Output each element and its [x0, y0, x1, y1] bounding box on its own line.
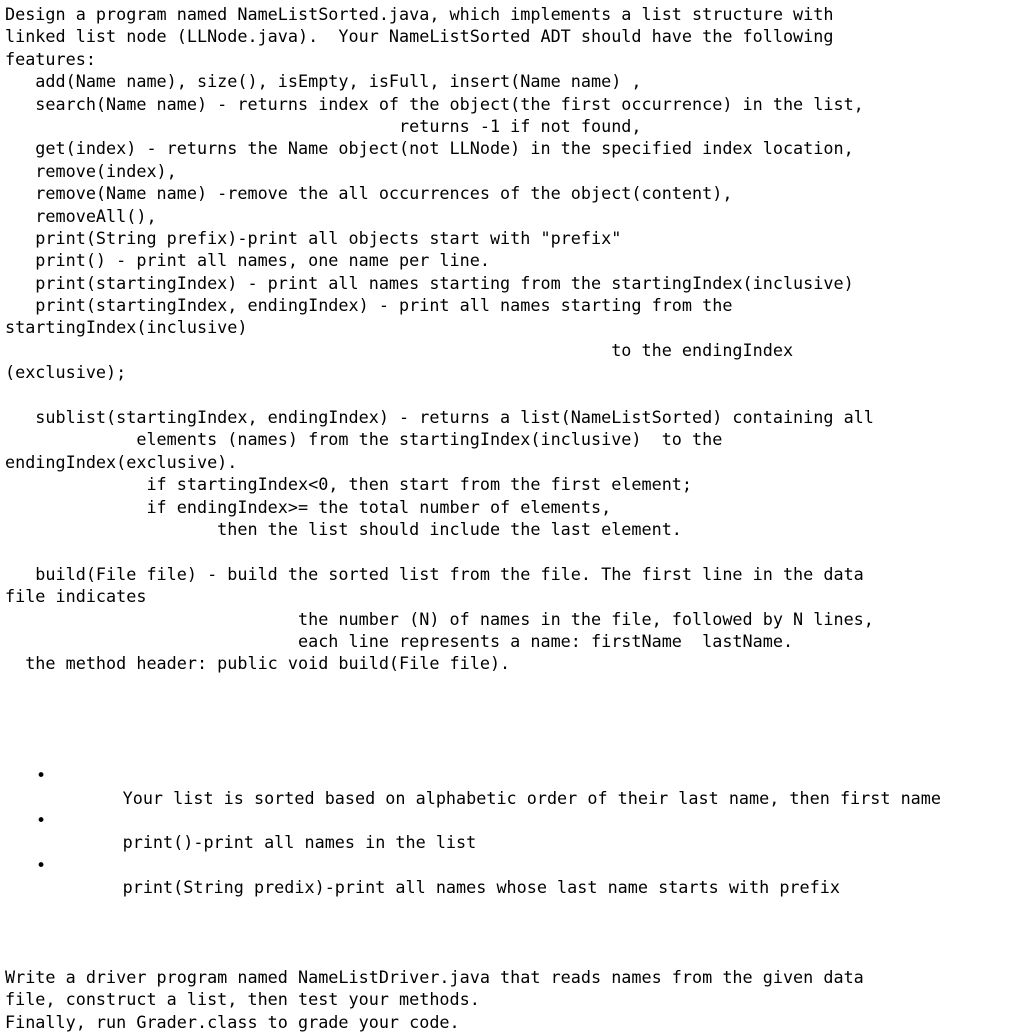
- feature-line: search(Name name) - returns index of the object(the first occurrence) in the list,: [5, 93, 864, 114]
- sublist-line: then the list should include the last element.: [5, 518, 682, 539]
- build-line: build(File file) - build the sorted list from the file. The first line in the data: [5, 563, 864, 584]
- assignment-document: [5, 3, 1010, 1033]
- spacer: [5, 697, 1010, 719]
- spacer: [5, 720, 1010, 742]
- bullet-list: [5, 764, 1010, 898]
- spacer: [5, 742, 1010, 764]
- closing-paragraph: [5, 966, 1010, 1033]
- bullet-item: [5, 854, 1010, 898]
- bullet-icon: •: [36, 765, 47, 786]
- features-list: [5, 70, 1010, 383]
- feature-line: print(startingIndex) - print all names starting from the startingIndex(inclusive): [5, 272, 854, 293]
- feature-line: print(startingIndex, endingIndex) - print all names starting from the: [5, 295, 733, 316]
- text-line: Finally, run Grader.class to grade your code.: [5, 1011, 460, 1032]
- build-line: the number (N) of names in the file, followed by N lines,: [5, 608, 874, 629]
- sublist-line: if endingIndex>= the total number of elements,: [5, 496, 612, 517]
- sublist-line: elements (names) from the startingIndex(inclusive) to the: [5, 429, 723, 450]
- text-line: linked list node (LLNode.java). Your NameListSorted ADT should have the following: [5, 26, 834, 47]
- feature-line: to the endingIndex: [5, 339, 794, 360]
- sublist-description: [5, 406, 1010, 540]
- feature-line: add(Name name), size(), isEmpty, isFull, insert(Name name) ,: [5, 71, 642, 92]
- text-line: Write a driver program named NameListDriver.java that reads names from the given data: [5, 966, 864, 987]
- build-line: file indicates: [5, 586, 147, 607]
- spacer: [5, 921, 1010, 943]
- intro-paragraph: [5, 3, 1010, 70]
- text-line: Design a program named NameListSorted.java, which implements a list structure with: [5, 4, 834, 24]
- feature-line: remove(Name name) -remove the all occurrences of the object(content),: [5, 183, 733, 204]
- feature-line: print(String prefix)-print all objects start with "prefix": [5, 227, 622, 248]
- sublist-line: if startingIndex<0, then start from the first element;: [5, 474, 693, 495]
- feature-line: remove(index),: [5, 160, 177, 181]
- sublist-line: endingIndex(exclusive).: [5, 451, 238, 472]
- feature-line: returns -1 if not found,: [5, 115, 642, 136]
- build-description: [5, 563, 1010, 675]
- feature-line: startingIndex(inclusive): [5, 317, 248, 338]
- bullet-text: print()-print all names in the list: [122, 832, 477, 853]
- sublist-line: sublist(startingIndex, endingIndex) - returns a list(NameListSorted) containing all: [5, 407, 874, 428]
- bullet-icon: •: [36, 810, 47, 831]
- feature-line: get(index) - returns the Name object(not LLNode) in the specified index location,: [5, 138, 854, 159]
- build-line: the method header: public void build(File file).: [5, 653, 511, 674]
- text-line: features:: [5, 48, 96, 69]
- bullet-item: [5, 809, 1010, 853]
- feature-line: removeAll(),: [5, 205, 157, 226]
- spacer: [5, 943, 1010, 965]
- spacer: [5, 899, 1010, 921]
- text-line: file, construct a list, then test your methods.: [5, 989, 480, 1010]
- bullet-icon: •: [36, 854, 47, 875]
- bullet-text: Your list is sorted based on alphabetic order of their last name, then first name: [122, 787, 941, 808]
- feature-line: (exclusive);: [5, 362, 127, 383]
- bullet-item: [5, 764, 1010, 808]
- spacer: [5, 540, 1010, 562]
- bullet-text: print(String predix)-print all names whose last name starts with prefix: [122, 877, 840, 898]
- feature-line: print() - print all names, one name per line.: [5, 250, 490, 271]
- spacer: [5, 384, 1010, 406]
- spacer: [5, 675, 1010, 697]
- build-line: each line represents a name: firstName lastName.: [5, 630, 794, 651]
